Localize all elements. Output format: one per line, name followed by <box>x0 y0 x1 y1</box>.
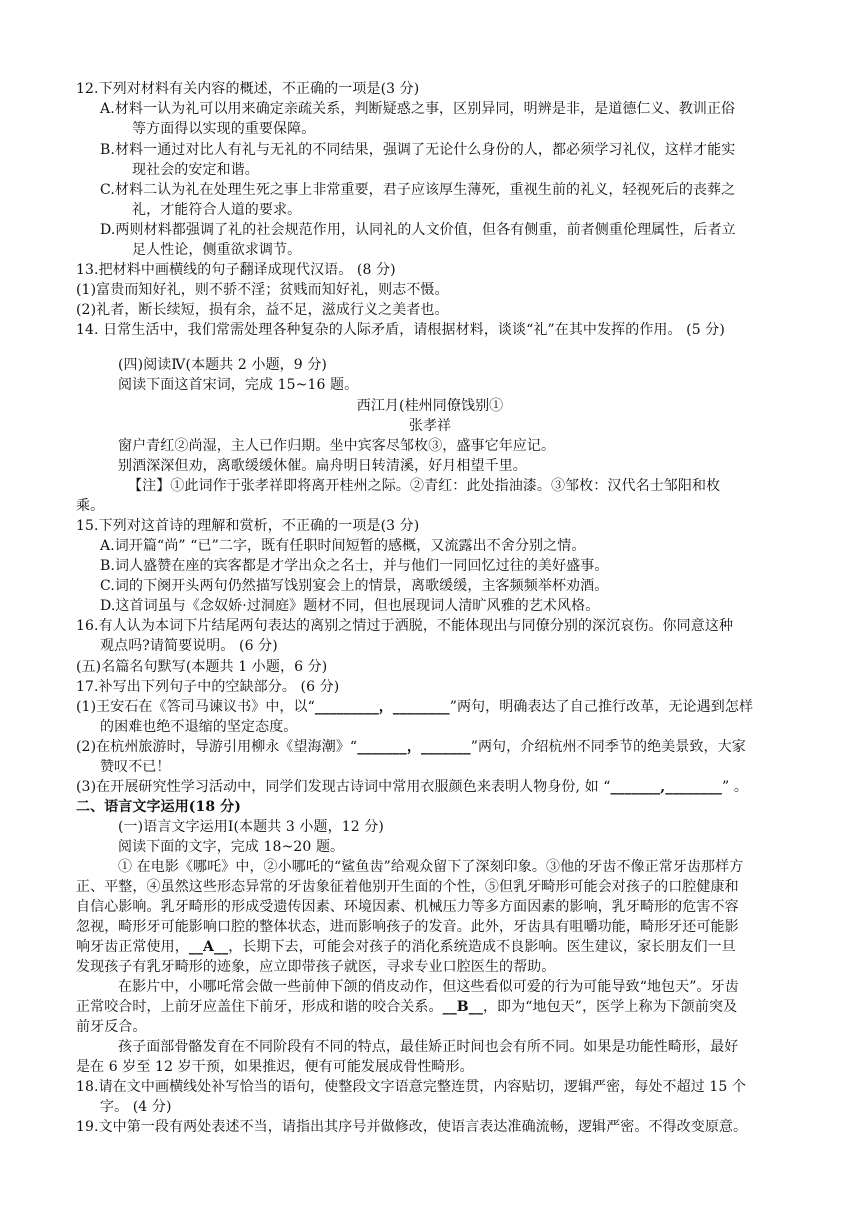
q15-option-a: A.词开篇“尚” “已”二字，既有任职时间短暂的感概，又流露出不舍分别之情。 <box>100 538 586 554</box>
passage-p2-line3: 前牙反合。 <box>76 1019 147 1035</box>
poem-note-cont: 乘。 <box>76 498 105 514</box>
q14-stem: 14. 日常生活中，我们常需处理各种复杂的人际矛盾，请根据材料，谈谈“礼”在其中发挥的作用。 (5 分) <box>76 322 725 338</box>
q18-stem-cont: 字。 (4 分) <box>100 1099 172 1115</box>
poem-title: 西江月(桂州同僚饯别① <box>356 398 504 414</box>
passage-p1-line1: ① 在电影《哪吒》中，②小哪吒的“鲨鱼齿”给观众留下了深刻印象。③他的牙齿不像正常牙齿那样方 <box>118 859 744 875</box>
q15-option-b: B.词人盛赞在座的宾客都是才学出众之名士，并与他们一同回忆过往的美好盛事。 <box>100 558 609 574</box>
section5-title: (五)名篇名句默写(本题共 1 小题，6 分) <box>76 659 328 675</box>
q17-item-2-text-b: ”两句，介绍杭州不同季节的绝美景致，大家 <box>470 739 746 755</box>
poem-note: 【注】①此词作于张孝祥即将离开桂州之际。②青红：此处指油漆。③邹枚：汉代名士邹阳和枚 <box>128 478 721 494</box>
section4-instructions: 阅读下面这首宋词，完成 15~16 题。 <box>118 377 359 393</box>
poem-line-2: 别酒深深但劝，离歌缓缓休催。扁舟明日转清溪，好月相望千里。 <box>118 458 527 474</box>
q13-sentence-1: (1)富贵而知好礼，则不骄不淫；贫贱而知好礼，则志不慑。 <box>76 282 449 298</box>
passage-p2-line2-text-b: ，即为“地包天”，医学上称为下颌前突及 <box>482 999 738 1015</box>
q17-item-1-text: (1)王安石在《答司马谏议书》中，以“ <box>76 699 315 715</box>
passage-p1-line5-text-b: ，长期下去，可能会对孩子的消化系统造成不良影响。医生建议，家长朋友们一旦 <box>228 939 736 955</box>
q17-item-2-text: (2)在杭州旅游时，导游引用柳永《望海潮》“ <box>76 739 358 755</box>
passage-p1-line6: 发现孩子有乳牙畸形的迹象，应立即带孩子就医，寻求专业口腔医生的帮助。 <box>76 959 556 975</box>
q17-item-3-text: (3)在开展研究性学习活动中，同学们发现古诗词中常用衣服颜色来表明人物身份, 如 “ <box>76 779 611 795</box>
poem-author: 张孝祥 <box>408 418 452 434</box>
section4-title: (四)阅读Ⅳ(本题共 2 小题，9 分) <box>118 357 327 373</box>
q12-option-b-cont: 现社会的安定和谐。 <box>132 162 259 178</box>
passage-p1-line2: 正、平整，④虽然这些形态异常的牙齿象征着他别开生面的个性，⑤但乳牙畸形可能会对孩子的口腔健康和 <box>76 879 739 895</box>
q17-item-3-text-b: ” 。 <box>722 779 748 795</box>
q12-option-a: A.材料一认为礼可以用来确定亲疏关系，判断疑惑之事，区别异同，明辨是非，是道德仁义、教训正俗 <box>100 101 736 117</box>
part2-subsection: (一)语言文字运用Ⅰ(本题共 3 小题，12 分) <box>118 819 384 835</box>
q17-item-1-text-b: ”两句，明确表达了自己推行改革，无论遇到怎样 <box>449 699 754 715</box>
passage-p3-line1: 孩子面部骨骼发育在不同阶段有不同的特点，最佳矫正时间也会有所不同。如果是功能性畸形，最好 <box>118 1039 739 1055</box>
q17-stem: 17.补写出下列句子中的空缺部分。 (6 分) <box>76 679 340 695</box>
q12-option-d: D.两则材料都强调了礼的社会规范作用，认同礼的人文价值，但各有侧重，前者侧重伦理属性，后者立 <box>100 222 736 238</box>
q15-stem: 15.下列对这首诗的理解和赏析，不正确的一项是(3 分) <box>76 518 420 534</box>
q12-option-b: B.材料一通过对比人有礼与无礼的不同结果，强调了无论什么身份的人，都必须学习礼仪，这样才能实 <box>100 142 736 158</box>
q12-option-a-cont: 等方面得以实现的重要保障。 <box>132 121 316 137</box>
passage-p2-line2 <box>76 998 737 1016</box>
q17-item-3 <box>76 778 748 796</box>
q18-stem: 18.请在文中画横线处补写恰当的语句，使整段文字语意完整连贯，内容贴切，逻辑严密，每处不超过 15 个 <box>76 1079 747 1095</box>
q12-option-c-cont: 礼，才能符合人道的要求。 <box>132 202 302 218</box>
passage-p1-line4: 忽视，畸形牙可能影响口腔的整体状态，进而影响孩子的发音。此外，牙齿具有咀嚼功能，畸形牙还可能影 <box>76 919 739 935</box>
poem-line-1: 窗户青红②尚湿，主人已作归期。坐中宾客尽邹枚③，盛事它年应记。 <box>118 438 556 454</box>
q17-blank-2: _______，_______ <box>357 739 471 755</box>
passage-p1-line3: 自信心影响。乳牙畸形的形成受遗传因素、环境因素、机械压力等多方面因素的影响，乳牙畸形的危害不容 <box>76 899 739 915</box>
q15-option-d: D.这首词虽与《念奴娇·过洞庭》题材不同，但也展现词人清旷风雅的艺术风格。 <box>100 598 600 614</box>
part2-title: 二、语言文字运用(18 分) <box>76 799 242 815</box>
q17-blank-1: _________，________ <box>314 699 450 715</box>
q15-option-c: C.词的下阕开头两句仍然描写饯别宴会上的情景，离歌缓缓，主客频频举杯劝酒。 <box>100 578 609 594</box>
q13-stem: 13.把材料中画横线的句子翻译成现代汉语。 (8 分) <box>76 262 396 278</box>
q13-sentence-2: (2)礼者，断长续短，损有余，益不足，滋成行义之美者也。 <box>76 302 449 318</box>
q19-stem: 19.文中第一段有两处表述不当，请指出其序号并做修改，使语言表达准确流畅，逻辑严密。不得改变原意。 <box>76 1119 748 1135</box>
blank-a: __A__ <box>188 939 229 955</box>
q17-item-2-cont: 赞叹不已！ <box>100 759 171 775</box>
passage-p1-line5 <box>76 938 736 956</box>
part2-instructions: 阅读下面的文字，完成 18~20 题。 <box>118 839 345 855</box>
q12-option-d-cont: 足人性论，侧重欲求调节。 <box>132 242 302 258</box>
passage-p3-line2: 是在 6 岁至 12 岁干预，如果推迟，便有可能发展成骨性畸形。 <box>76 1059 474 1075</box>
passage-p2-line2-text: 正常咬合时，上前牙应盖住下前牙，形成和谐的咬合关系。 <box>76 999 443 1015</box>
blank-b: __B__ <box>442 999 483 1015</box>
passage-p2-line1: 在影片中，小哪吒常会做一些前伸下颌的俏皮动作，但这些看似可爱的行为可能导致“地包天”。牙齿 <box>118 979 739 995</box>
q17-item-1 <box>76 698 753 716</box>
q17-blank-3: _______,________ <box>610 779 723 795</box>
q12-option-c: C.材料二认为礼在处理生死之事上非常重要，君子应该厚生薄死，重视生前的礼义，轻视死后的丧葬之 <box>100 182 736 198</box>
q17-item-1-cont: 的困难也绝不退缩的坚定态度。 <box>100 719 298 735</box>
q16-stem-cont: 观点吗?请简要说明。 (6 分) <box>100 638 278 654</box>
q16-stem: 16.有人认为本词下片结尾两句表达的离别之情过于洒脱，不能体现出与同僚分别的深沉哀伤。你同意这种 <box>76 618 734 634</box>
q12-stem: 12.下列对材料有关内容的概述，不正确的一项是(3 分) <box>76 81 420 97</box>
passage-p1-line5-text: 响牙齿正常使用， <box>76 939 189 955</box>
q17-item-2 <box>76 738 746 756</box>
